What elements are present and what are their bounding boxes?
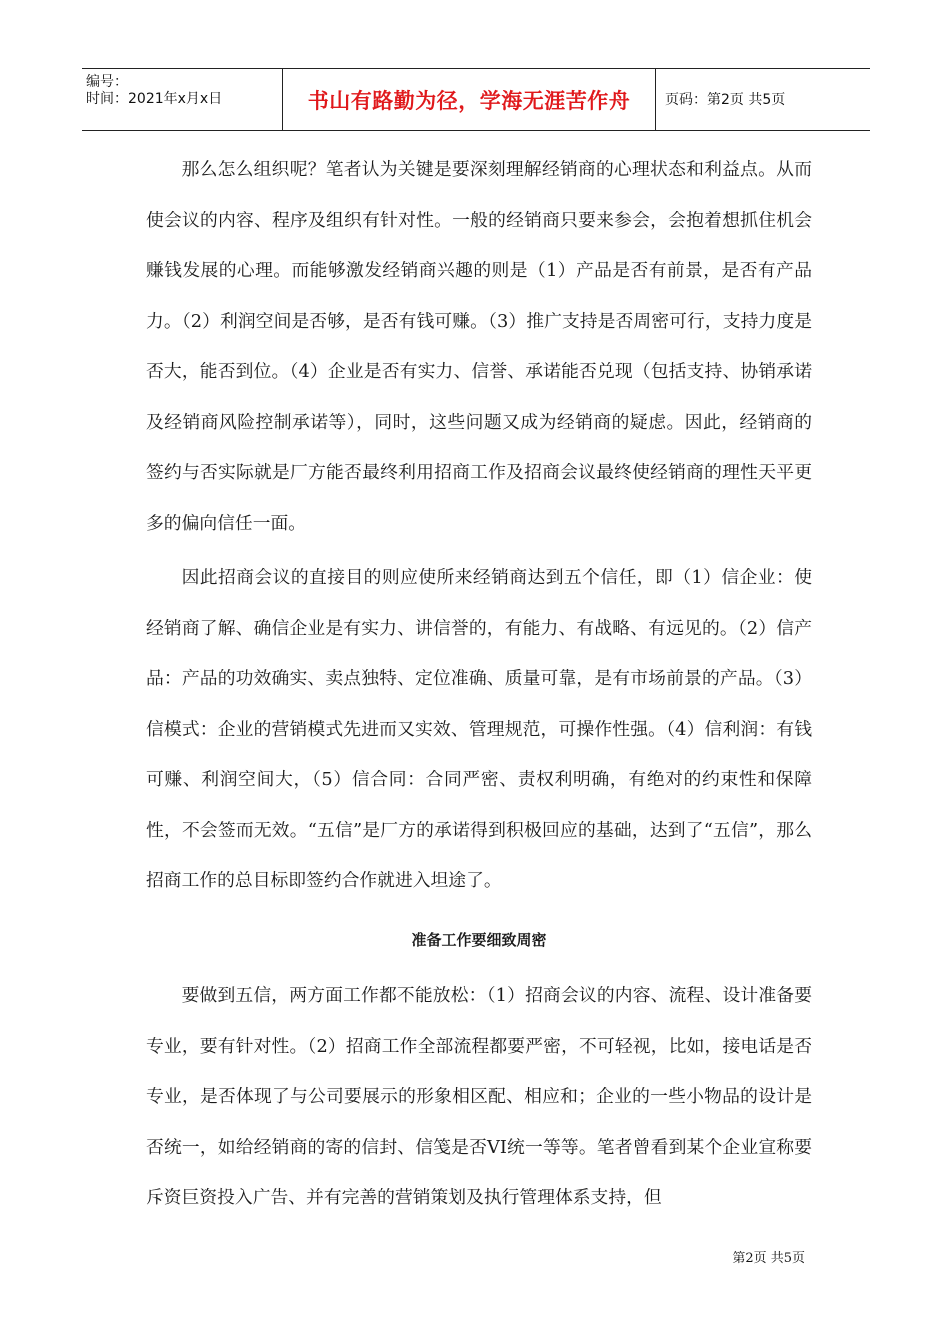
header-motto-cell [282,69,656,130]
document-number-label: 编号： [86,74,128,90]
footer-page-number: 第2页 共5页 [732,1251,805,1266]
document-body [146,145,812,907]
body-paragraph-2: 因此招商会议的直接目的则应使所来经销商达到五个信任，即（1）信企业：使经销商了解、确信企业是有实力、讲信誉的，有能力、有战略、有远见的。（2）信产品：产品的功效确实、卖点独特、定位准确、质量可靠，是有市场前景的产品。（3）信模式：企业的营销模式先进而又实效、管理规范，可操作性强。（4）信利润：有钱可赚、利润空间大，（5）信合同：合同严密、责权利明确，有绝对的约束性和保障性，不会签而无效。“五信”是厂方的承诺得到积极回应的基础，达到了“五信”，那么招商工作的总目标即签约合作就进入坦途了。 [146,567,812,891]
section-body [146,971,812,1224]
body-paragraph-1: 那么怎么组织呢？笔者认为关键是要深刻理解经销商的心理状态和利益点。从而使会议的内容、程序及组织有针对性。一般的经销商只要来参会，会抱着想抓住机会赚钱发展的心理。而能够激发经销商兴趣的则是（1）产品是否有前景，是否有产品力。（2）利润空间是否够，是否有钱可赚。（3）推广支持是否周密可行，支持力度是否大，能否到位。（4）企业是否有实力、信誉、承诺能否兑现（包括支持、协销承诺及经销商风险控制承诺等），同时，这些问题又成为经销商的疑虑。因此，经销商的签约与否实际就是厂方能否最终利用招商工作及招商会议最终使经销商的理性天平更多的偏向信任一面。 [146,159,812,534]
header-page-number: 页码：第2页 共5页 [665,91,786,108]
section-heading: 准备工作要细致周密 [411,931,547,949]
section-paragraph: 要做到五信，两方面工作都不能放松：（1）招商会议的内容、流程、设计准备要专业，要有针对性。（2）招商工作全部流程都要严密，不可轻视，比如，接电话是否专业，是否体现了与公司要展示的形象相区配、相应和；企业的一些小物品的设计是否统一，如给经销商的寄的信封、信笺是否VI统一等等。笔者曾看到某个企业宣称要斥资巨资投入广告、并有完善的营销策划及执行管理体系支持，但 [146,985,812,1208]
header-motto: 书山有路勤为径，学海无涯苦作舟 [307,88,631,113]
document-time-label: 时间：2021年x月x日 [86,91,223,107]
header-page-cell [655,69,870,130]
document-header [82,68,870,131]
header-meta-cell [82,69,282,130]
